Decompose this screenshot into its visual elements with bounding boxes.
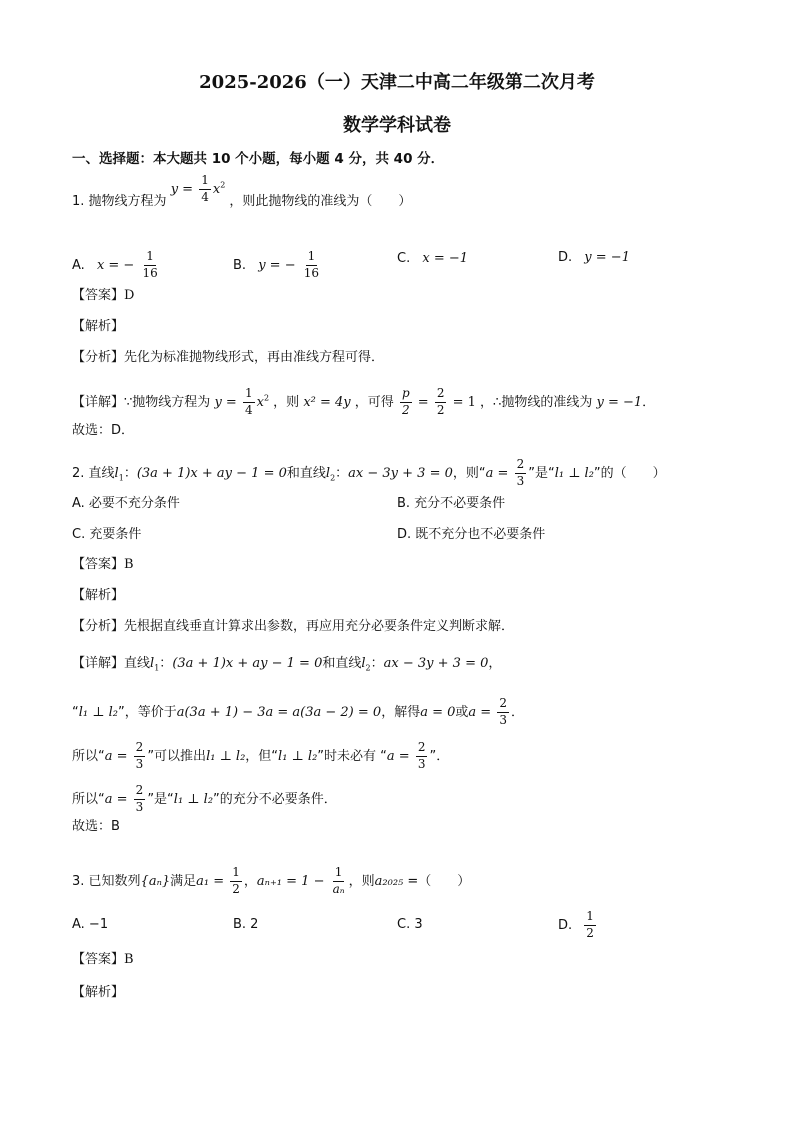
q2-detail-text-b: 和直线 bbox=[322, 656, 362, 671]
q2-line2-or: 或 bbox=[455, 704, 469, 720]
q1-detail-eq3-end: = 1 bbox=[452, 394, 476, 410]
q2-line3-num2: 2 bbox=[416, 741, 428, 757]
q1-eq-lhs: y = bbox=[170, 181, 194, 197]
q2-line4-open: 所以“ bbox=[72, 791, 105, 807]
q3-option-d bbox=[558, 910, 598, 941]
q1-stem-suffix: ，则此抛物线的准线为（ ） bbox=[229, 193, 412, 209]
q1-detail-frac-2 bbox=[435, 387, 447, 418]
q2-detail-l1-sub: 1 bbox=[154, 663, 160, 673]
q2-line4-end: ”的充分不必要条件． bbox=[213, 791, 337, 807]
q1-detail-frac-2-den: 2 bbox=[436, 402, 445, 417]
q2-detail-text-c: ， bbox=[488, 656, 502, 671]
q1-detail-eq3-mid: = bbox=[417, 394, 429, 410]
q2-option-c: C. 充要条件 bbox=[72, 527, 142, 542]
q2-eq1: (3a + 1)x + ay − 1 = 0 bbox=[136, 465, 287, 481]
q2-line3-perp: l₁ ⊥ l₂ bbox=[206, 748, 246, 764]
q1-eq-exp: 2 bbox=[220, 180, 226, 190]
q2-line3-lhs2: a = bbox=[386, 748, 410, 764]
q3-target: a₂₀₂₅ bbox=[374, 873, 404, 889]
q1-frac-den: 4 bbox=[201, 189, 209, 204]
q1-detail-text-d: ，∴抛物线的准线为 bbox=[480, 394, 593, 410]
q2-detail-line-1 bbox=[72, 657, 501, 673]
q2-line2-solve: ，解得 bbox=[381, 704, 421, 720]
q2-detail-eq2: ax − 3y + 3 = 0 bbox=[383, 656, 489, 671]
q2-line2-equiv: ”，等价于 bbox=[117, 704, 177, 720]
q1-detail-eq2: x² = 4y bbox=[303, 394, 351, 410]
q1-detail-text-a: ∵抛物线方程为 bbox=[124, 394, 211, 410]
q1-answer-tag: 【答案】 bbox=[72, 288, 125, 303]
q2-line3-but: ，但“ bbox=[245, 748, 279, 764]
q2-line3-den2: 3 bbox=[417, 756, 426, 771]
q3-a1-frac bbox=[230, 866, 242, 897]
q2-l2-sub: 2 bbox=[330, 473, 336, 483]
q2-detail-line-3 bbox=[72, 741, 449, 772]
q2-answer bbox=[72, 558, 134, 571]
q1-option-c bbox=[397, 252, 468, 265]
q1-answer-value: D bbox=[124, 288, 135, 303]
q2-line3-implies: ”可以推出 bbox=[147, 748, 207, 764]
question-3-stem bbox=[72, 866, 470, 897]
q2-stem-is: ”是“ bbox=[528, 465, 555, 481]
question-1-stem bbox=[72, 173, 412, 217]
q2-line3-perp2: l₁ ⊥ l₂ bbox=[278, 748, 318, 764]
q2-detail-line-4 bbox=[72, 784, 337, 815]
q2-detail-text-a: 直线 bbox=[124, 656, 151, 671]
q2-line2-frac bbox=[497, 697, 509, 728]
q1-option-b bbox=[233, 250, 323, 281]
q2-detail-colon-1: ： bbox=[159, 656, 173, 671]
q1-detail-frac-p-den: 2 bbox=[401, 402, 410, 417]
q2-line3-frac bbox=[134, 741, 146, 772]
q2-answer-value: B bbox=[124, 557, 134, 572]
q2-l1: l bbox=[114, 465, 119, 481]
q2-line4-num: 2 bbox=[134, 784, 146, 800]
q1-option-a-label: A. bbox=[72, 257, 85, 273]
q2-line2-lhs: a = bbox=[468, 704, 492, 720]
q3-option-d-frac bbox=[584, 910, 596, 941]
q2-line2-eq2: a = 0 bbox=[420, 704, 456, 720]
q2-colon-2: ： bbox=[335, 465, 349, 481]
q3-recurrence-frac bbox=[331, 866, 347, 897]
q2-line4-den: 3 bbox=[135, 799, 144, 814]
q2-cond-frac bbox=[515, 458, 527, 489]
question-2-stem bbox=[72, 458, 666, 489]
q2-analysis-tag: 【解析】 bbox=[72, 588, 125, 603]
q1-option-b-frac bbox=[302, 250, 321, 281]
q1-detail-frac-2-num: 2 bbox=[435, 387, 447, 403]
q2-cond-den: 3 bbox=[516, 473, 525, 488]
q3-stem-prefix: 3. 已知数列 bbox=[72, 873, 141, 889]
q1-option-a-lhs: x = − bbox=[96, 257, 135, 273]
q2-option-a: A. 必要不充分条件 bbox=[72, 496, 180, 511]
q2-line3-frac2 bbox=[416, 741, 428, 772]
q1-detail-tag: 【详解】 bbox=[72, 394, 125, 410]
q1-fenxi-text: 先化为标准抛物线形式，再由准线方程可得． bbox=[124, 350, 385, 365]
q2-line3-notnec: ”时未必有 “ bbox=[317, 748, 387, 764]
q3-answer bbox=[72, 953, 134, 966]
q1-stem-prefix: 1. 抛物线方程为 bbox=[72, 193, 167, 209]
q1-answer bbox=[72, 289, 134, 302]
q1-detail-text-b: ，则 bbox=[273, 394, 300, 410]
q1-option-c-label: C. bbox=[397, 251, 411, 266]
q2-line2-end: ． bbox=[510, 704, 524, 720]
q3-option-b: B. 2 bbox=[233, 917, 259, 932]
q1-choose: 故选：D． bbox=[72, 423, 135, 438]
q3-analysis-tag: 【解析】 bbox=[72, 985, 125, 1000]
exam-title: 2025-2026（一）天津二中高二年级第二次月考 bbox=[199, 72, 595, 93]
q2-detail-l2: l bbox=[361, 656, 366, 671]
q3-option-a: A. −1 bbox=[72, 917, 109, 932]
q3-a1-lhs: a₁ = bbox=[196, 873, 225, 889]
q1-detail-frac-p-num: p bbox=[400, 387, 412, 403]
q2-l1-sub: 1 bbox=[118, 473, 124, 483]
q2-line3-end: ”． bbox=[429, 748, 450, 764]
q3-answer-value: B bbox=[124, 952, 134, 967]
q1-option-d-label: D. bbox=[558, 250, 573, 265]
q3-option-d-den: 2 bbox=[586, 925, 594, 940]
q2-line2-open: “ bbox=[72, 704, 79, 720]
q2-colon-1: ： bbox=[123, 465, 137, 481]
q1-eq-fraction bbox=[199, 174, 211, 205]
q1-detail-text-e: ． bbox=[642, 394, 656, 410]
q1-option-b-den: 16 bbox=[303, 265, 320, 280]
exam-subtitle: 数学学科试卷 bbox=[343, 115, 451, 136]
q1-option-b-label: B. bbox=[233, 257, 247, 273]
q1-detail-frac-p bbox=[400, 387, 412, 418]
q1-detail-text-c: ，可得 bbox=[354, 394, 394, 410]
q1-fenxi bbox=[72, 351, 384, 364]
q3-sequence: {aₙ} bbox=[140, 873, 171, 889]
q3-option-c: C. 3 bbox=[397, 917, 423, 932]
q2-cond-num: 2 bbox=[515, 458, 527, 474]
q2-stem-then: ，则“ bbox=[452, 465, 486, 481]
q2-fenxi bbox=[72, 620, 514, 633]
q2-line4-perp: l₁ ⊥ l₂ bbox=[173, 791, 214, 807]
q1-option-a bbox=[72, 250, 162, 281]
q1-detail-eq1-var: x bbox=[256, 394, 264, 410]
q1-fenxi-tag: 【分析】 bbox=[72, 350, 125, 365]
q1-detail-eq1-lhs: y = bbox=[214, 394, 237, 410]
q2-detail-tag: 【详解】 bbox=[72, 656, 125, 671]
q2-l2: l bbox=[325, 465, 331, 481]
q3-option-d-label: D. bbox=[558, 917, 573, 933]
q2-fenxi-tag: 【分析】 bbox=[72, 619, 125, 634]
q1-detail bbox=[72, 387, 655, 418]
q1-detail-eq1-num: 1 bbox=[243, 387, 255, 403]
q2-fenxi-text: 先根据直线垂直计算求出参数，再应用充分必要条件定义判断求解． bbox=[124, 619, 515, 634]
q1-equation bbox=[170, 173, 230, 204]
q1-frac-num: 1 bbox=[199, 174, 211, 190]
q3-stem-comma: ， bbox=[243, 873, 257, 889]
q1-detail-eq1-den: 4 bbox=[244, 402, 253, 417]
section-heading: 一、选择题：本大题共 10 个小题，每小题 4 分，共 40 分． bbox=[72, 151, 445, 167]
q3-option-d-num: 1 bbox=[584, 910, 596, 926]
q3-stem-satisfy: 满足 bbox=[170, 873, 197, 889]
q3-a1-num: 1 bbox=[230, 866, 242, 882]
q1-option-c-value: x = −1 bbox=[422, 251, 469, 266]
q1-eq-var: x bbox=[212, 181, 221, 197]
q2-detail-l1: l bbox=[150, 656, 155, 671]
q2-detail-line-2 bbox=[72, 697, 524, 728]
q2-line3-open: 所以“ bbox=[72, 748, 105, 764]
q1-option-a-den: 16 bbox=[142, 265, 158, 280]
q2-choose: 故选：B bbox=[72, 819, 120, 834]
q1-option-a-num: 1 bbox=[144, 250, 156, 266]
q1-option-b-num: 1 bbox=[306, 250, 318, 266]
q2-cond-lhs: a = bbox=[485, 465, 509, 481]
q3-stem-suffix: =（ ） bbox=[403, 873, 471, 889]
q3-stem-then: ，则 bbox=[348, 873, 375, 889]
q2-line4-is: ”是“ bbox=[147, 791, 174, 807]
q2-stem-prefix: 2. 直线 bbox=[72, 465, 115, 481]
q2-line2-den: 3 bbox=[499, 712, 507, 727]
q2-answer-tag: 【答案】 bbox=[72, 557, 125, 572]
q2-line3-den: 3 bbox=[135, 756, 144, 771]
q1-option-d-value: y = −1 bbox=[584, 250, 630, 265]
q2-stem-suffix: ”的（ ） bbox=[593, 465, 666, 481]
q3-recurrence-lhs: aₙ₊₁ = 1 − bbox=[256, 873, 325, 889]
q2-line2-eq: a(3a + 1) − 3a = a(3a − 2) = 0 bbox=[176, 704, 382, 720]
q2-detail-l2-sub: 2 bbox=[365, 663, 371, 673]
q2-line2-num: 2 bbox=[497, 697, 509, 713]
q3-answer-tag: 【答案】 bbox=[72, 952, 125, 967]
q1-detail-eq1-frac bbox=[243, 387, 255, 418]
q1-option-a-frac bbox=[140, 250, 159, 281]
q1-analysis-tag: 【解析】 bbox=[72, 319, 125, 334]
q3-recurrence-num: 1 bbox=[333, 866, 345, 882]
q2-line4-lhs: a = bbox=[104, 791, 128, 807]
q1-detail-eq4: y = −1 bbox=[596, 394, 643, 410]
q2-stem-and: 和直线 bbox=[286, 465, 326, 481]
q3-a1-den: 2 bbox=[232, 881, 240, 896]
q2-line3-num: 2 bbox=[134, 741, 146, 757]
q2-detail-colon-2: ： bbox=[370, 656, 384, 671]
q2-line4-frac bbox=[134, 784, 146, 815]
q1-option-b-lhs: y = − bbox=[258, 257, 296, 273]
q2-perp: l₁ ⊥ l₂ bbox=[554, 465, 594, 481]
q3-recurrence-den: aₙ bbox=[332, 881, 345, 896]
q2-detail-eq1: (3a + 1)x + ay − 1 = 0 bbox=[172, 656, 323, 671]
q2-option-d: D. 既不充分也不必要条件 bbox=[397, 527, 546, 542]
q2-line3-lhs: a = bbox=[104, 748, 128, 764]
q1-option-d bbox=[558, 251, 630, 264]
q2-line2-perp: l₁ ⊥ l₂ bbox=[78, 704, 118, 720]
q2-option-b: B. 充分不必要条件 bbox=[397, 496, 506, 511]
q2-eq2: ax − 3y + 3 = 0 bbox=[348, 465, 453, 481]
q1-detail-eq1-exp: 2 bbox=[263, 393, 270, 403]
